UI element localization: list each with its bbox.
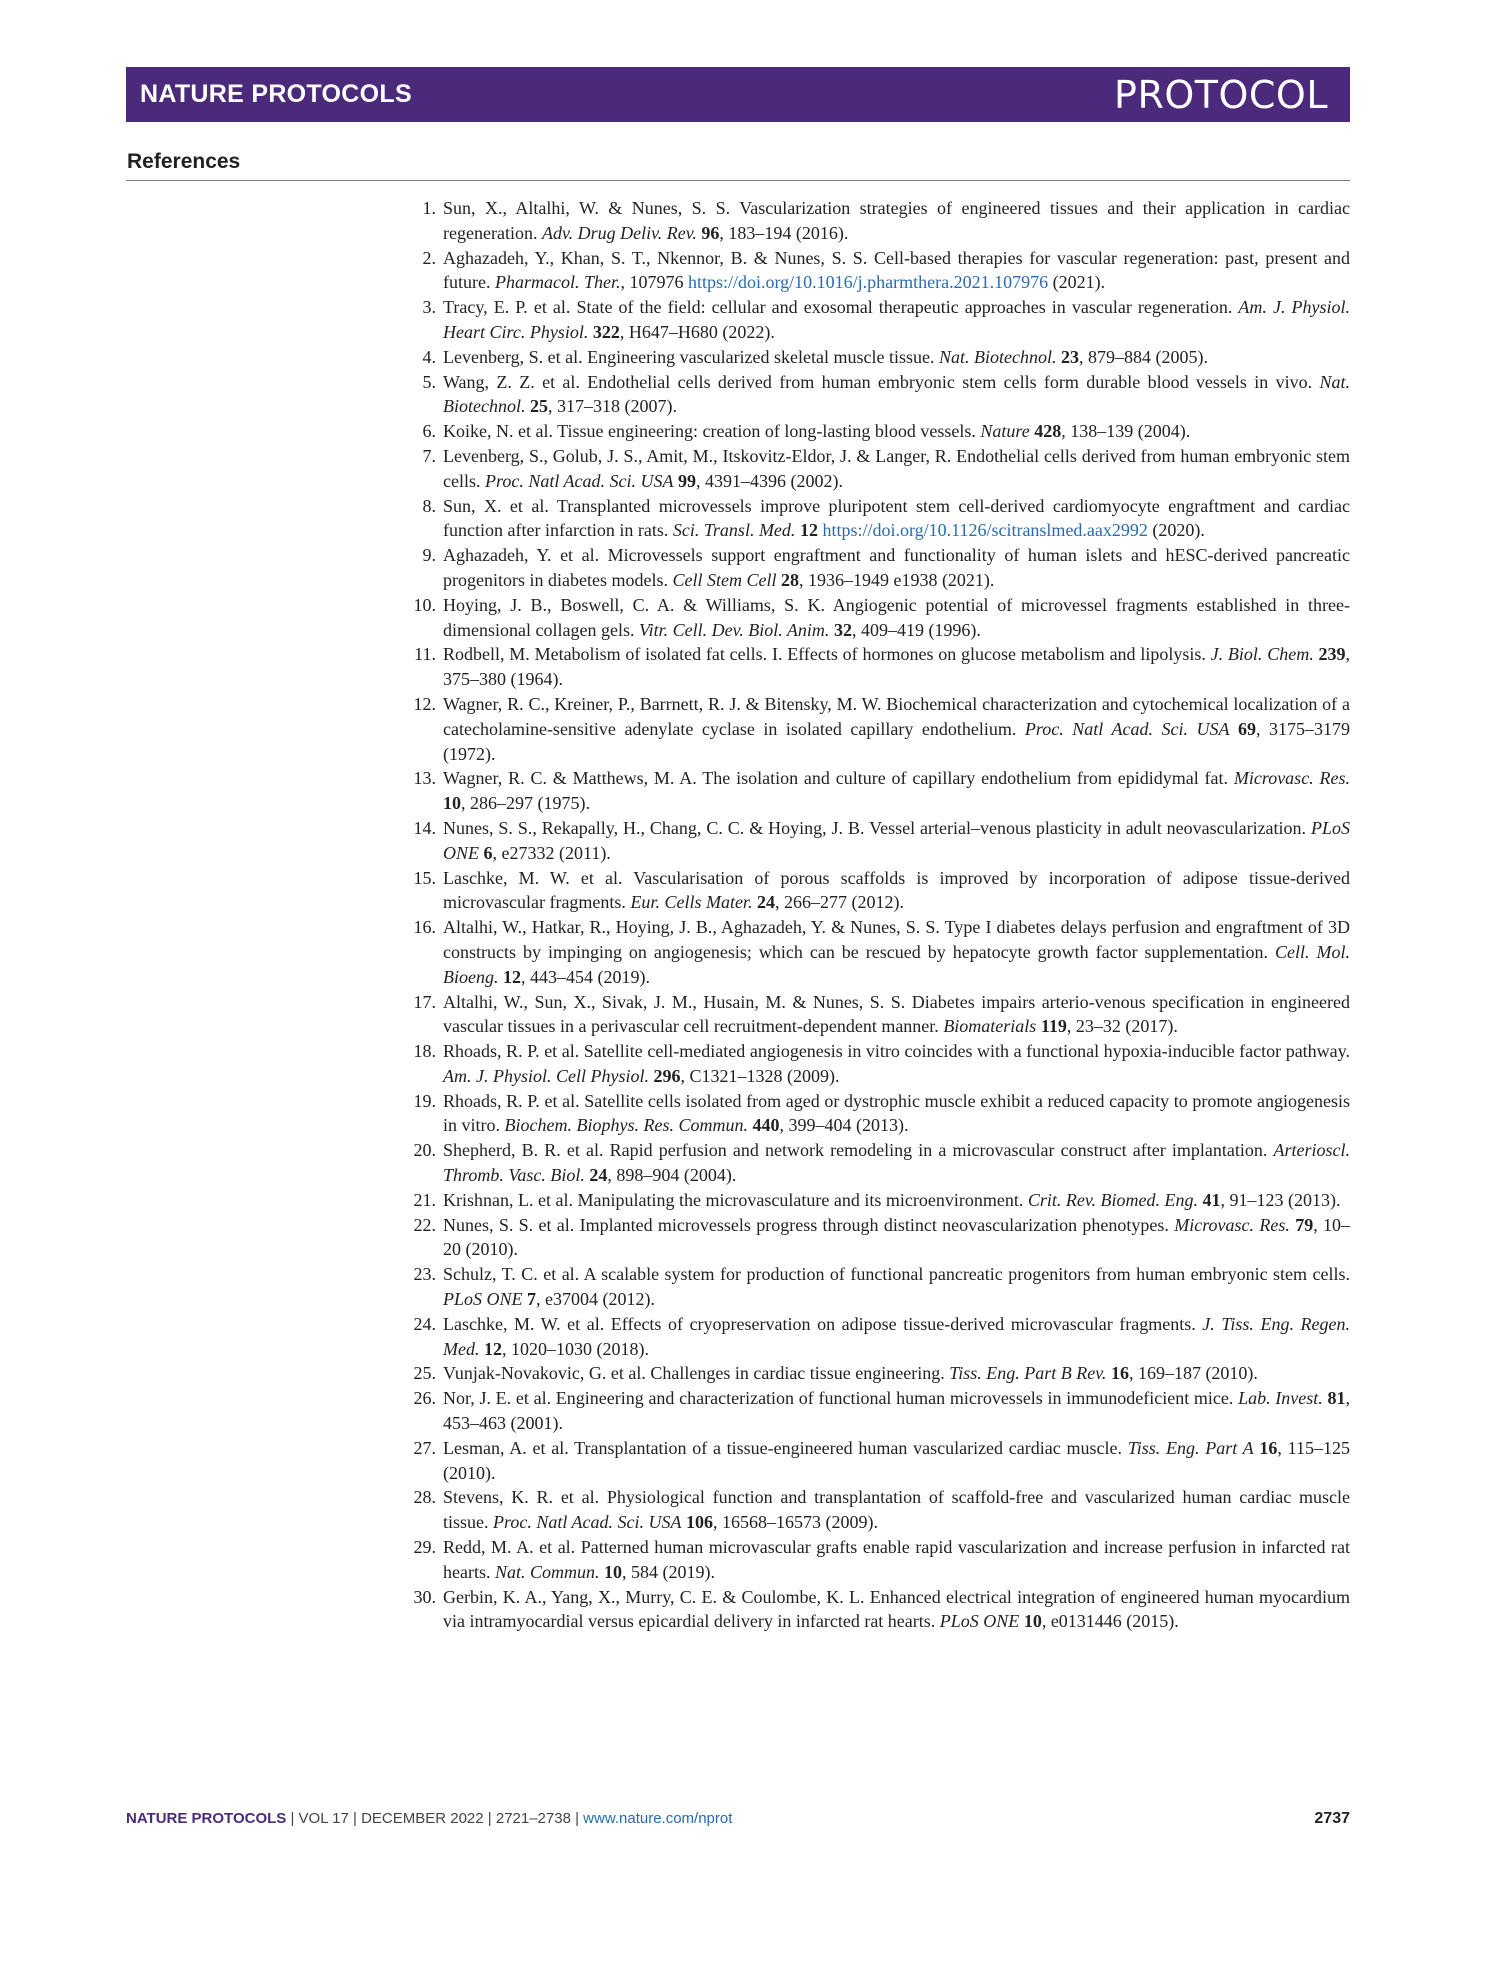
reference-item xyxy=(396,444,1350,494)
reference-item xyxy=(396,990,1350,1040)
reference-segment: , 169–187 (2010). xyxy=(1128,1363,1258,1384)
reference-segment: , 23–32 (2017). xyxy=(1066,1016,1178,1037)
reference-segment: , 898–904 (2004). xyxy=(607,1165,737,1186)
volume-number: 81 xyxy=(1327,1388,1346,1409)
reference-item xyxy=(396,370,1350,420)
doi-link[interactable]: https://doi.org/10.1126/scitranslmed.aax2992 xyxy=(822,520,1148,541)
reference-text xyxy=(436,990,1350,1040)
reference-segment: , 4391–4396 (2002). xyxy=(695,470,843,491)
reference-segment: , 1020–1030 (2018). xyxy=(501,1338,649,1359)
reference-text xyxy=(436,915,1350,989)
reference-segment: Sun, X., Altalhi, W. & Nunes, S. S. Vascularization strategies of engineered tissues and their application in cardiac regeneration. xyxy=(443,198,1350,243)
footer-url-link[interactable]: www.nature.com/nprot xyxy=(583,1810,733,1827)
reference-text xyxy=(436,642,1350,692)
reference-segment: , 107976 xyxy=(620,272,688,293)
reference-number: 5. xyxy=(422,371,436,392)
reference-number: 26. xyxy=(413,1388,436,1409)
reference-text xyxy=(436,1361,1350,1386)
reference-number: 10. xyxy=(413,594,436,615)
reference-segment: Sun, X. et al. Transplanted microvessels improve pluripotent stem cell-derived cardiomyocyte engraftment and cardiac function after infarction in rats. xyxy=(443,495,1350,541)
reference-segment: Aghazadeh, Y., Khan, S. T., Nkennor, B. & Nunes, S. S. Cell-based therapies for vascular regeneration: past, present and future. xyxy=(443,247,1350,293)
reference-item xyxy=(396,642,1350,692)
reference-number: 7. xyxy=(422,445,436,466)
reference-segment: , 1936–1949 e1938 (2021). xyxy=(798,569,995,590)
reference-segment: Nunes, S. S., Rekapally, H., Chang, C. C. & Hoying, J. B. Vessel arterial–venous plasticity in adult neovascularization. xyxy=(443,817,1311,838)
doi-link[interactable]: https://doi.org/10.1016/j.pharmthera.2021.107976 xyxy=(687,272,1049,293)
journal-title: Proc. Natl Acad. Sci. USA xyxy=(485,470,674,491)
volume-number: 239 xyxy=(1318,644,1346,665)
reference-text xyxy=(436,419,1350,444)
footer-citation xyxy=(126,1810,732,1828)
journal-title: Adv. Drug Deliv. Rev. xyxy=(541,222,697,243)
journal-title: PLoS ONE xyxy=(443,1289,523,1310)
volume-number: 7 xyxy=(527,1289,537,1310)
reference-number: 25. xyxy=(413,1363,436,1384)
reference-text xyxy=(436,1386,1350,1436)
reference-segment: , 286–297 (1975). xyxy=(461,793,590,814)
reference-segment: , 10–20 (2010). xyxy=(443,1214,1351,1260)
reference-item xyxy=(396,1262,1350,1312)
volume-number: 32 xyxy=(833,619,852,640)
journal-title: Lab. Invest. xyxy=(1238,1388,1323,1409)
reference-item xyxy=(396,543,1350,593)
reference-number: 6. xyxy=(422,421,436,442)
reference-text xyxy=(436,444,1350,494)
reference-text xyxy=(436,345,1350,370)
journal-title: PLoS ONE xyxy=(939,1611,1020,1632)
reference-segment: , 399–404 (2013). xyxy=(779,1115,909,1136)
journal-title: Am. J. Physiol. Cell Physiol. xyxy=(443,1065,649,1086)
reference-number: 21. xyxy=(413,1189,436,1210)
reference-segment: Vunjak-Novakovic, G. et al. Challenges in cardiac tissue engineering. xyxy=(443,1363,950,1384)
volume-number: 296 xyxy=(653,1065,681,1086)
journal-name: NATURE PROTOCOLS xyxy=(140,80,412,108)
reference-segment: , 16568–16573 (2009). xyxy=(713,1512,878,1533)
volume-number: 41 xyxy=(1202,1189,1221,1210)
reference-segment: , 584 (2019). xyxy=(622,1561,715,1582)
reference-item xyxy=(396,866,1350,916)
reference-segment: , 453–463 (2001). xyxy=(443,1388,1351,1434)
reference-item xyxy=(396,1213,1350,1263)
volume-number: 25 xyxy=(529,396,548,417)
reference-segment: Laschke, M. W. et al. Vascularisation of porous scaffolds is improved by incorporation of adipose tissue-derived microvascular fragments. xyxy=(443,867,1350,913)
volume-number: 12 xyxy=(799,520,818,541)
journal-title: Crit. Rev. Biomed. Eng. xyxy=(1027,1189,1198,1210)
reference-segment: Wang, Z. Z. et al. Endothelial cells derived from human embryonic stem cells form durable blood vessels in vivo. xyxy=(443,371,1320,392)
reference-segment: Nor, J. E. et al. Engineering and characterization of functional human microvessels in immunodeficient mice. xyxy=(443,1388,1239,1409)
reference-number: 2. xyxy=(422,247,436,268)
article-type: PROTOCOL xyxy=(1114,72,1328,117)
volume-number: 24 xyxy=(756,892,775,913)
reference-item xyxy=(396,593,1350,643)
reference-text xyxy=(436,1089,1350,1139)
reference-segment: , e37004 (2012). xyxy=(536,1289,655,1310)
reference-number: 30. xyxy=(413,1586,436,1607)
reference-segment: , 317–318 (2007). xyxy=(547,396,677,417)
reference-number: 16. xyxy=(413,917,436,938)
reference-segment: Altalhi, W., Hatkar, R., Hoying, J. B., Aghazadeh, Y. & Nunes, S. S. Type I diabetes delays perfusion and engraftment of 3D constructs by impinging on angiogenesis; which can be rescued by hepatocyte growth factor supplementation. xyxy=(443,917,1350,962)
reference-segment: Koike, N. et al. Tissue engineering: creation of long-lasting blood vessels. xyxy=(443,421,981,442)
reference-number: 29. xyxy=(413,1537,436,1558)
volume-number: 24 xyxy=(589,1165,608,1186)
reference-segment: Hoying, J. B., Boswell, C. A. & Williams, S. K. Angiogenic potential of microvessel fragments established in three-dimensional collagen gels. xyxy=(443,594,1350,640)
reference-number: 12. xyxy=(413,693,436,714)
reference-text xyxy=(436,295,1350,345)
reference-number: 28. xyxy=(413,1487,436,1508)
reference-segment: Wagner, R. C., Kreiner, P., Barrnett, R. J. & Bitensky, M. W. Biochemical characterization and cytochemical localization of a catecholamine-sensitive adenylate cyclase in isolated capillary endothelium. xyxy=(443,693,1350,739)
reference-segment: Rodbell, M. Metabolism of isolated fat cells. I. Effects of hormones on glucose metabolism and lipolysis. xyxy=(443,644,1211,665)
volume-number: 12 xyxy=(503,966,521,987)
reference-segment: Nunes, S. S. et al. Implanted microvessels progress through distinct neovascularization phenotypes. xyxy=(443,1214,1175,1235)
reference-segment xyxy=(1229,719,1238,739)
reference-segment: Stevens, K. R. et al. Physiological function and transplantation of scaffold-free and vascularized human cardiac muscle tissue. xyxy=(443,1487,1350,1533)
reference-item xyxy=(396,1585,1350,1635)
reference-item xyxy=(396,494,1350,544)
journal-title: Microvasc. Res. xyxy=(1174,1214,1290,1235)
journal-title: Eur. Cells Mater. xyxy=(630,892,753,913)
journal-title: Vitr. Cell. Dev. Biol. Anim. xyxy=(638,619,830,640)
reference-segment: , 409–419 (1996). xyxy=(851,619,981,640)
reference-item xyxy=(396,295,1350,345)
journal-title: Proc. Natl Acad. Sci. USA xyxy=(493,1512,682,1533)
reference-text xyxy=(436,692,1350,766)
reference-segment: Tracy, E. P. et al. State of the field: cellular and exosomal therapeutic approaches in vascular regeneration. xyxy=(443,297,1239,318)
reference-text xyxy=(436,370,1350,420)
reference-text xyxy=(436,1535,1350,1585)
reference-text xyxy=(436,196,1350,246)
journal-title: Biomaterials xyxy=(943,1016,1037,1037)
reference-text xyxy=(436,1485,1350,1535)
reference-text xyxy=(436,1213,1350,1263)
reference-text xyxy=(436,816,1350,866)
journal-title: Nat. Commun. xyxy=(494,1561,600,1582)
reference-number: 22. xyxy=(413,1214,436,1235)
reference-segment: Shepherd, B. R. et al. Rapid perfusion and network remodeling in a microvascular construct after implantation. xyxy=(443,1140,1274,1161)
reference-number: 9. xyxy=(422,545,436,566)
reference-item xyxy=(396,1312,1350,1362)
reference-segment: Aghazadeh, Y. et al. Microvessels support engraftment and functionality of human islets and hESC-derived pancreatic progenitors in diabetes models. xyxy=(443,545,1350,590)
reference-text xyxy=(436,494,1350,544)
volume-number: 12 xyxy=(483,1338,502,1359)
reference-item xyxy=(396,1039,1350,1089)
journal-title: Pharmacol. Ther. xyxy=(494,272,621,293)
reference-text xyxy=(436,766,1350,816)
journal-title: J. Biol. Chem. xyxy=(1210,644,1314,665)
journal-title: Biochem. Biophys. Res. Commun. xyxy=(504,1115,748,1136)
journal-title: Cell Stem Cell xyxy=(672,569,777,590)
reference-segment: Altalhi, W., Sun, X., Sivak, J. M., Husain, M. & Nunes, S. S. Diabetes impairs arterio-venous specification in engineered vascular tissues in a perivascular cell recruitment-dependent manner. xyxy=(443,991,1350,1037)
reference-item xyxy=(396,766,1350,816)
volume-number: 10 xyxy=(1023,1611,1042,1632)
volume-number: 96 xyxy=(701,222,720,243)
volume-number: 10 xyxy=(604,1561,622,1582)
volume-number: 79 xyxy=(1295,1214,1314,1235)
journal-title: J. Tiss. Eng. Regen. Med. xyxy=(443,1313,1350,1359)
journal-title: Arterioscl. Thromb. Vasc. Biol. xyxy=(443,1140,1350,1186)
reference-number: 1. xyxy=(422,198,436,218)
volume-number: 106 xyxy=(686,1512,713,1533)
reference-item xyxy=(396,1138,1350,1188)
journal-title: PLoS ONE xyxy=(443,817,1350,863)
reference-text xyxy=(436,1436,1350,1486)
reference-item xyxy=(396,196,1350,246)
volume-number: 23 xyxy=(1061,346,1079,367)
reference-segment: Redd, M. A. et al. Patterned human microvascular grafts enable rapid vascularization and increase perfusion in infarcted rat hearts. xyxy=(443,1537,1350,1582)
reference-number: 20. xyxy=(413,1140,436,1161)
journal-title: Nat. Biotechnol. xyxy=(443,371,1350,417)
reference-number: 19. xyxy=(413,1090,436,1111)
journal-title: Cell. Mol. Bioeng. xyxy=(443,941,1350,987)
volume-number: 99 xyxy=(677,470,696,491)
volume-number: 119 xyxy=(1040,1016,1067,1037)
journal-title: Nat. Biotechnol. xyxy=(939,346,1057,367)
reference-text xyxy=(436,1585,1350,1635)
page-footer xyxy=(126,1810,1350,1828)
reference-item xyxy=(396,1188,1350,1213)
journal-title: Microvasc. Res. xyxy=(1233,768,1350,789)
reference-segment: , 3175–3179 (1972). xyxy=(443,718,1351,764)
reference-segment: Krishnan, L. et al. Manipulating the microvasculature and its microenvironment. xyxy=(443,1189,1028,1210)
volume-number: 28 xyxy=(780,569,799,590)
reference-segment: , 91–123 (2013). xyxy=(1220,1189,1341,1210)
reference-item xyxy=(396,246,1350,296)
page-number: 2737 xyxy=(1314,1810,1350,1827)
reference-segment: Levenberg, S., Golub, J. S., Amit, M., Itskovitz-Eldor, J. & Langer, R. Endothelial cells derived from human embryonic stem cells. xyxy=(443,445,1350,491)
volume-number: 428 xyxy=(1034,421,1062,442)
reference-segment: , e27332 (2011). xyxy=(492,842,611,863)
reference-segment: , 375–380 (1964). xyxy=(443,644,1351,690)
reference-segment: , 115–125 (2010). xyxy=(443,1437,1350,1483)
reference-text xyxy=(436,593,1350,643)
reference-text xyxy=(436,1312,1350,1362)
reference-number: 4. xyxy=(422,346,436,367)
reference-number: 11. xyxy=(414,644,436,665)
journal-title: Tiss. Eng. Part A xyxy=(1127,1437,1254,1458)
volume-number: 16 xyxy=(1259,1437,1278,1458)
reference-number: 14. xyxy=(413,817,436,838)
reference-segment: , 443–454 (2019). xyxy=(521,966,650,987)
reference-text xyxy=(436,1262,1350,1312)
footer-details: | VOL 17 | DECEMBER 2022 | 2721–2738 | xyxy=(286,1810,584,1827)
reference-segment: Rhoads, R. P. et al. Satellite cell-mediated angiogenesis in vitro coincides with a functional hypoxia-inducible factor pathway. xyxy=(443,1041,1350,1062)
reference-item xyxy=(396,1361,1350,1386)
reference-segment: , e0131446 (2015). xyxy=(1041,1611,1179,1632)
journal-title: Tiss. Eng. Part B Rev. xyxy=(949,1363,1107,1384)
volume-number: 322 xyxy=(592,321,620,342)
volume-number: 6 xyxy=(483,842,493,863)
reference-segment: , 266–277 (2012). xyxy=(774,892,904,913)
reference-number: 23. xyxy=(413,1264,436,1285)
reference-segment: Levenberg, S. et al. Engineering vascularized skeletal muscle tissue. xyxy=(443,346,940,367)
volume-number: 10 xyxy=(443,793,461,814)
reference-item xyxy=(396,1485,1350,1535)
reference-segment: Lesman, A. et al. Transplantation of a tissue-engineered human vascularized cardiac muscle. xyxy=(443,1437,1128,1458)
reference-segment: , 138–139 (2004). xyxy=(1061,421,1191,442)
reference-segment: Laschke, M. W. et al. Effects of cryopreservation on adipose tissue-derived microvascular fragments. xyxy=(443,1313,1203,1334)
reference-segment: Gerbin, K. A., Yang, X., Murry, C. E. & Coulombe, K. L. Enhanced electrical integration of engineered human myocardium via intramyocardial versus epicardial delivery in infarcted rat hearts. xyxy=(443,1586,1350,1632)
reference-text xyxy=(436,1188,1350,1213)
reference-segment: Schulz, T. C. et al. A scalable system for production of functional pancreatic progenitors from human embryonic stem cells. xyxy=(443,1264,1350,1285)
reference-item xyxy=(396,419,1350,444)
reference-number: 8. xyxy=(422,495,436,516)
reference-number: 3. xyxy=(422,297,436,318)
reference-number: 27. xyxy=(413,1437,436,1458)
journal-title: Sci. Transl. Med. xyxy=(672,520,796,541)
reference-text xyxy=(436,246,1350,296)
reference-segment: , 183–194 (2016). xyxy=(719,222,849,243)
volume-number: 16 xyxy=(1110,1363,1129,1384)
reference-number: 15. xyxy=(413,867,436,888)
reference-segment: (2020). xyxy=(1147,520,1205,541)
reference-item xyxy=(396,816,1350,866)
reference-item xyxy=(396,345,1350,370)
reference-text xyxy=(436,1138,1350,1188)
reference-item xyxy=(396,1436,1350,1486)
reference-segment: , 879–884 (2005). xyxy=(1079,346,1208,367)
reference-list xyxy=(396,196,1350,1634)
reference-number: 13. xyxy=(413,768,436,789)
reference-text xyxy=(436,866,1350,916)
reference-text xyxy=(436,543,1350,593)
volume-number: 69 xyxy=(1238,718,1256,739)
reference-item xyxy=(396,692,1350,766)
journal-title: Am. J. Physiol. Heart Circ. Physiol. xyxy=(443,297,1350,342)
reference-number: 17. xyxy=(413,991,436,1012)
footer-journal: NATURE PROTOCOLS xyxy=(126,1810,287,1827)
reference-item xyxy=(396,1386,1350,1436)
reference-segment: Rhoads, R. P. et al. Satellite cells isolated from aged or dystrophic muscle exhibit a reduced capacity to promote angiogenesis in vitro. xyxy=(443,1090,1350,1136)
section-divider xyxy=(126,180,1350,181)
reference-item xyxy=(396,915,1350,989)
reference-text xyxy=(436,1039,1350,1089)
reference-item xyxy=(396,1535,1350,1585)
reference-segment: Wagner, R. C. & Matthews, M. A. The isolation and culture of capillary endothelium from epididymal fat. xyxy=(443,768,1234,789)
journal-title: Proc. Natl Acad. Sci. USA xyxy=(1024,718,1230,739)
volume-number: 440 xyxy=(752,1115,780,1136)
reference-number: 24. xyxy=(413,1313,436,1334)
reference-number: 18. xyxy=(413,1041,436,1062)
reference-item xyxy=(396,1089,1350,1139)
journal-header-bar xyxy=(126,67,1350,122)
reference-segment: , H647–H680 (2022). xyxy=(619,321,775,342)
reference-segment: , C1321–1328 (2009). xyxy=(680,1065,840,1086)
journal-title: Nature xyxy=(980,421,1030,442)
reference-segment: (2021). xyxy=(1048,272,1106,293)
section-heading: References xyxy=(127,150,241,173)
